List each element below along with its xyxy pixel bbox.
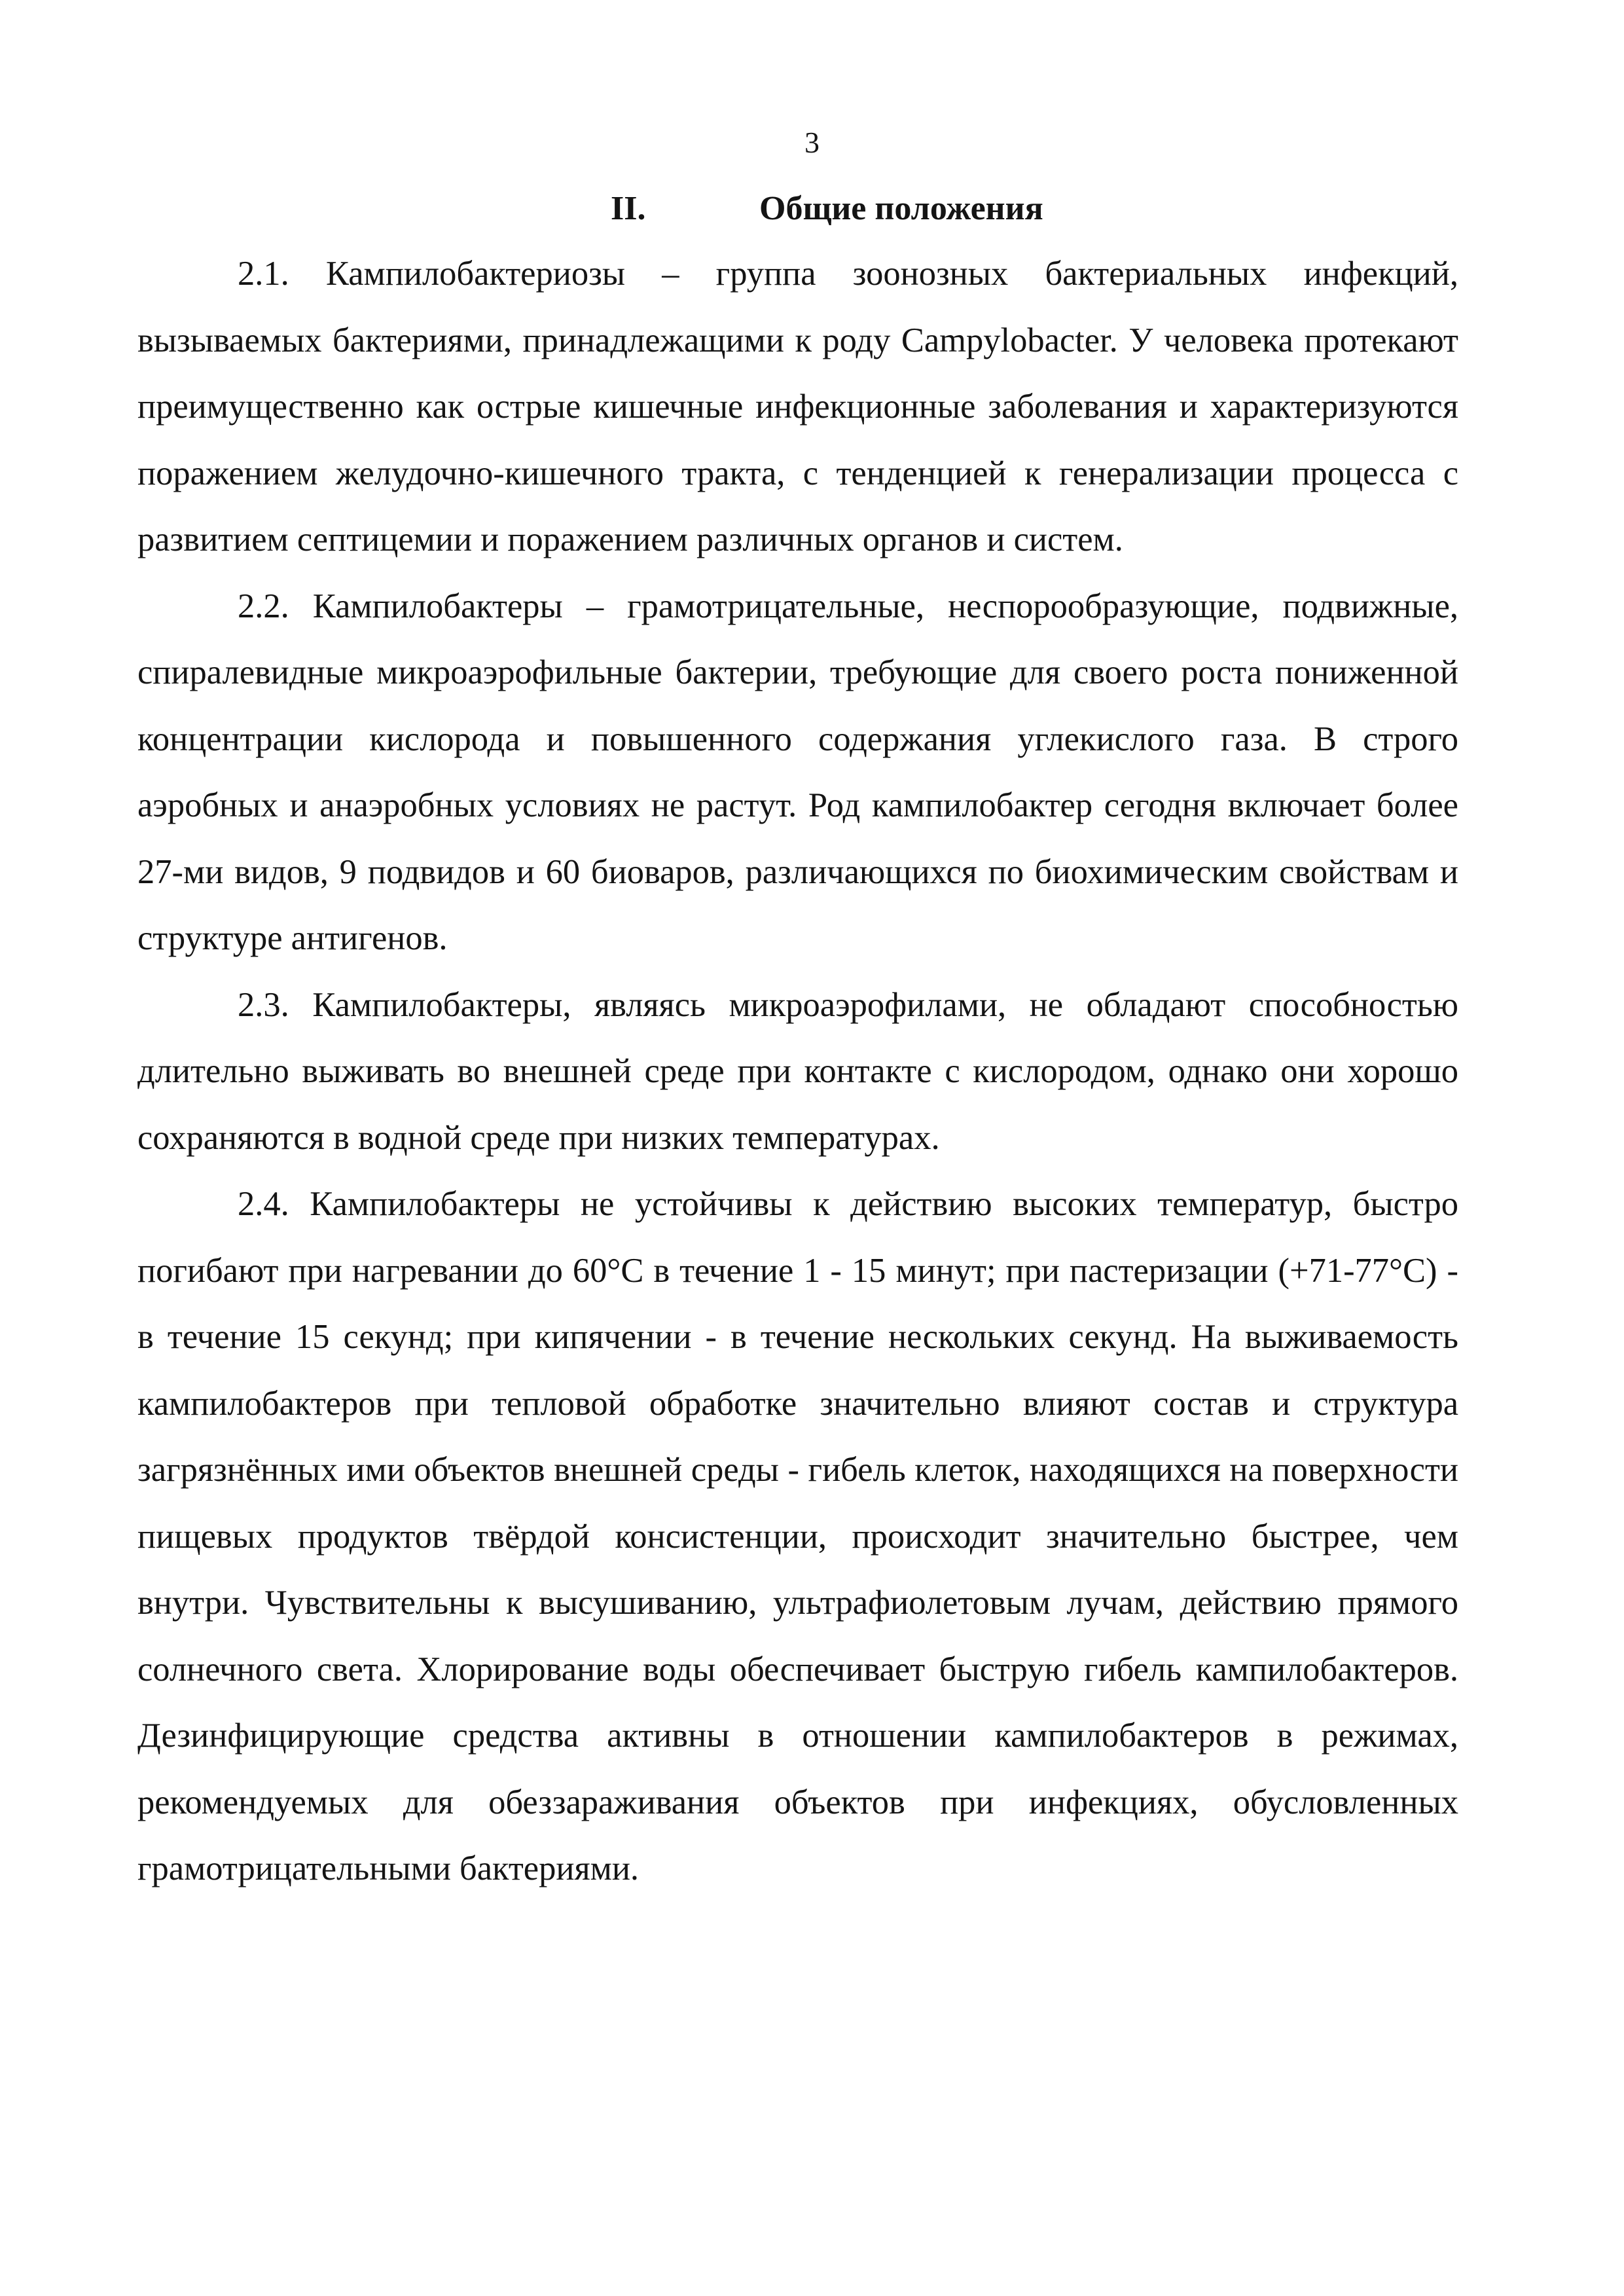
paragraph-2-1: 2.1. Кампилобактериозы – группа зоонозных бактериальных инфекций, вызываемых бактериями, принадлежащими к роду Campylobacter. У человека протекают преимущественно как острые кишечные инфекционные заболевания и характеризуются поражением желудочно-кишечного тракта, с тенденцией к генерализации процесса с развитием септицемии и поражением различных органов и систем. xyxy=(137,255,1458,558)
paragraph-2-2: 2.2. Кампилобактеры – грамотрицательные, неспорообразующие, подвижные, спиралевидные микроаэрофильные бактерии, требующие для своего роста пониженной концентрации кислорода и повышенного содержания углекислого газа. В строго аэробных и анаэробных условиях не растут. Род кампилобактер сегодня включает более 27-ми видов, 9 подвидов и 60 биоваров, различающихся по биохимическим свойствам и структуре антигенов. xyxy=(137,587,1458,957)
page-number: 3 xyxy=(804,126,820,159)
paragraph-2-4: 2.4. Кампилобактеры не устойчивы к действию высоких температур, быстро погибают при нагревании до 60°С в течение 1 - 15 минут; при пастеризации (+71-77°С) - в течение 15 секунд; при кипячении - в течение нескольких секунд. На выживаемость кампилобактеров при тепловой обработке значительно влияют состав и структура загрязнённых ими объектов внешней среды - гибель клеток, находящихся на поверхности пищевых продуктов твёрдой консистенции, происходит значительно быстрее, чем внутри. Чувствительны к высушиванию, ультрафиолетовым лучам, действию прямого солнечного света. Хлорирование воды обеспечивает быструю гибель кампилобактеров. Дезинфицирующие средства активны в отношении кампилобактеров в режимах, рекомендуемых для обеззараживания объектов при инфекциях, обусловленных грамотрицательными бактериями. xyxy=(137,1185,1458,1887)
section-title: Общие положения xyxy=(759,190,1043,227)
section-heading xyxy=(0,186,1624,232)
body-text xyxy=(137,241,1458,1903)
paragraph-2-3: 2.3. Кампилобактеры, являясь микроаэрофилами, не обладают способностью длительно выживать во внешней среде при контакте с кислородом, однако они хорошо сохраняются в водной среде при низких температурах. xyxy=(137,985,1458,1157)
section-number: II. xyxy=(611,190,646,227)
